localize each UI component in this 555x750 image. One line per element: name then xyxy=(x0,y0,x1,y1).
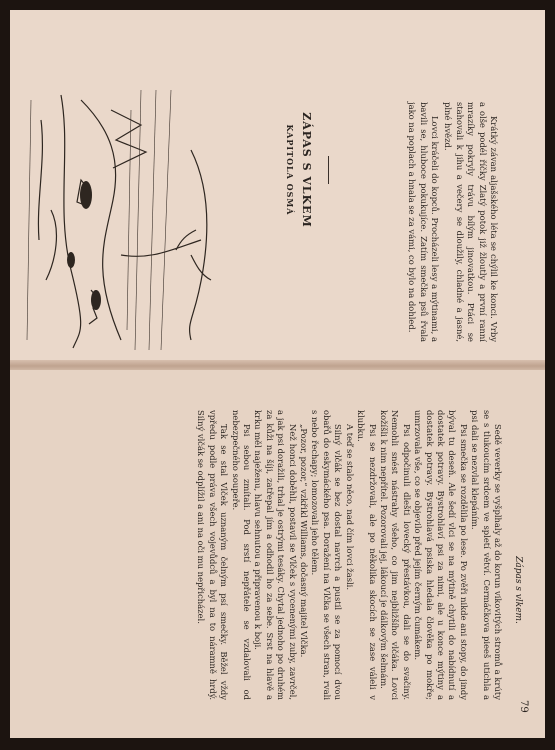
paragraph: Silný vlčák se bez dostal navrch a pustil se za pomocí dvou obařů do eskymáckého psa. Doražení na Vlčka se všech stran, rvali s nebo řechapy; lomozovali jeho tělem. xyxy=(310,410,344,700)
paragraph: Tak se stal Vlček uznaným čelným psí smečky. Běžel vždy vpředu podle práva všech vojevůdců a byl na to náramně hrdý. Silný vlčák se odplížil a ani na oči mu nepřicházel. xyxy=(196,410,230,700)
chapter-divider xyxy=(328,156,329,184)
running-head: Zápas s vlkem. xyxy=(513,556,523,624)
paragraph: Psi sebou zmítali. Pod srstí nepřátele se vzdalovali od nebezpečného soupeře. xyxy=(230,410,253,700)
right-page xyxy=(10,370,545,738)
paragraph: Psi smečka se rozdělila po lese. Po zvěři nikde ani stopy, do jindy býval tu deseň. Ale šedí vlci se na mýtině chytili do nabídnutí a dostatek potravy. Bystrohlaví psi za nimi, ale u konce mýtiny a dostatek potravy. Bystrohlavá psiska hledala člověka po mokře; umrzovala vše, co se objevilo před jejím černým čumákem. xyxy=(413,410,469,700)
left-page-content xyxy=(10,10,545,362)
left-page xyxy=(10,10,545,363)
paragraph: „Pozor, pozor,“ vzkřikl Williams, dočasný majitel Vlčka. xyxy=(299,424,310,658)
paragraph: Lovci kráčeli do kopců. Procházeli lesy a mýtinami, a bavili se, hluboce pokukujíce. Zatím smečka psů řvala jako na poplach a hnala se za vámi, co bylo na dohled. xyxy=(407,102,440,342)
paragraph: Psi se nezdržovali, ale po několika skocích se zase váleli v klubku. xyxy=(356,410,378,700)
right-page-text xyxy=(195,410,503,700)
paragraph: Sedě veverky se vyšplhaly až do korun vikovitých stromů a krúty se s tlukoucím srdcem ve spletí větví. Cermáčkova pieeš utichla a psi dali se nezvlal klepáním. xyxy=(470,410,503,700)
paragraph: Než honci doběhli, postavil se Vlček s vycenenými zuby, zavrčel, a jak psi doražili, trhal je ostrými tesáky. Chytal jednoho po druhém za kůži na šíji, zatřepal jím a odhodil ho za sebe. Srst na hlavě a krku měl naježenu, hlavu sehnutou a připravenou k boji. xyxy=(253,410,298,700)
chapter-label: KAPITOLA OSMÁ xyxy=(285,124,295,216)
chapter-title: ZÁPAS S VLKEM xyxy=(300,112,313,228)
left-page-text xyxy=(406,102,499,342)
paragraph: A teď se stalo něco, nad čím lovci žasli. xyxy=(344,424,355,591)
paragraph: Krátký závan aljašského léta se chýlil ke konci. Vrby a olše podél říčky Zlatý potok již žloutly a první ranní mrazíky pokryly trávu bílým jinovatkou. Ptáci se stahovali k jihu a večery se dloužily, chladné a jasné, plné hvězd. xyxy=(443,102,499,342)
right-page-content xyxy=(10,370,545,738)
book-spread xyxy=(10,10,545,738)
page-number: 79 xyxy=(518,700,529,713)
paragraph: Psi odpočinuli dlešti lovecký přestávkou, dali se do svačiny. Nemohli snést nástrahy všeho, co jim nejbližšího vlčáka. Lovci kožíšli k nim nepřítel. Pozorovali jej, lákoucí je dálkovým šelmám. xyxy=(378,410,412,700)
wolf-fight-illustration xyxy=(23,90,231,350)
